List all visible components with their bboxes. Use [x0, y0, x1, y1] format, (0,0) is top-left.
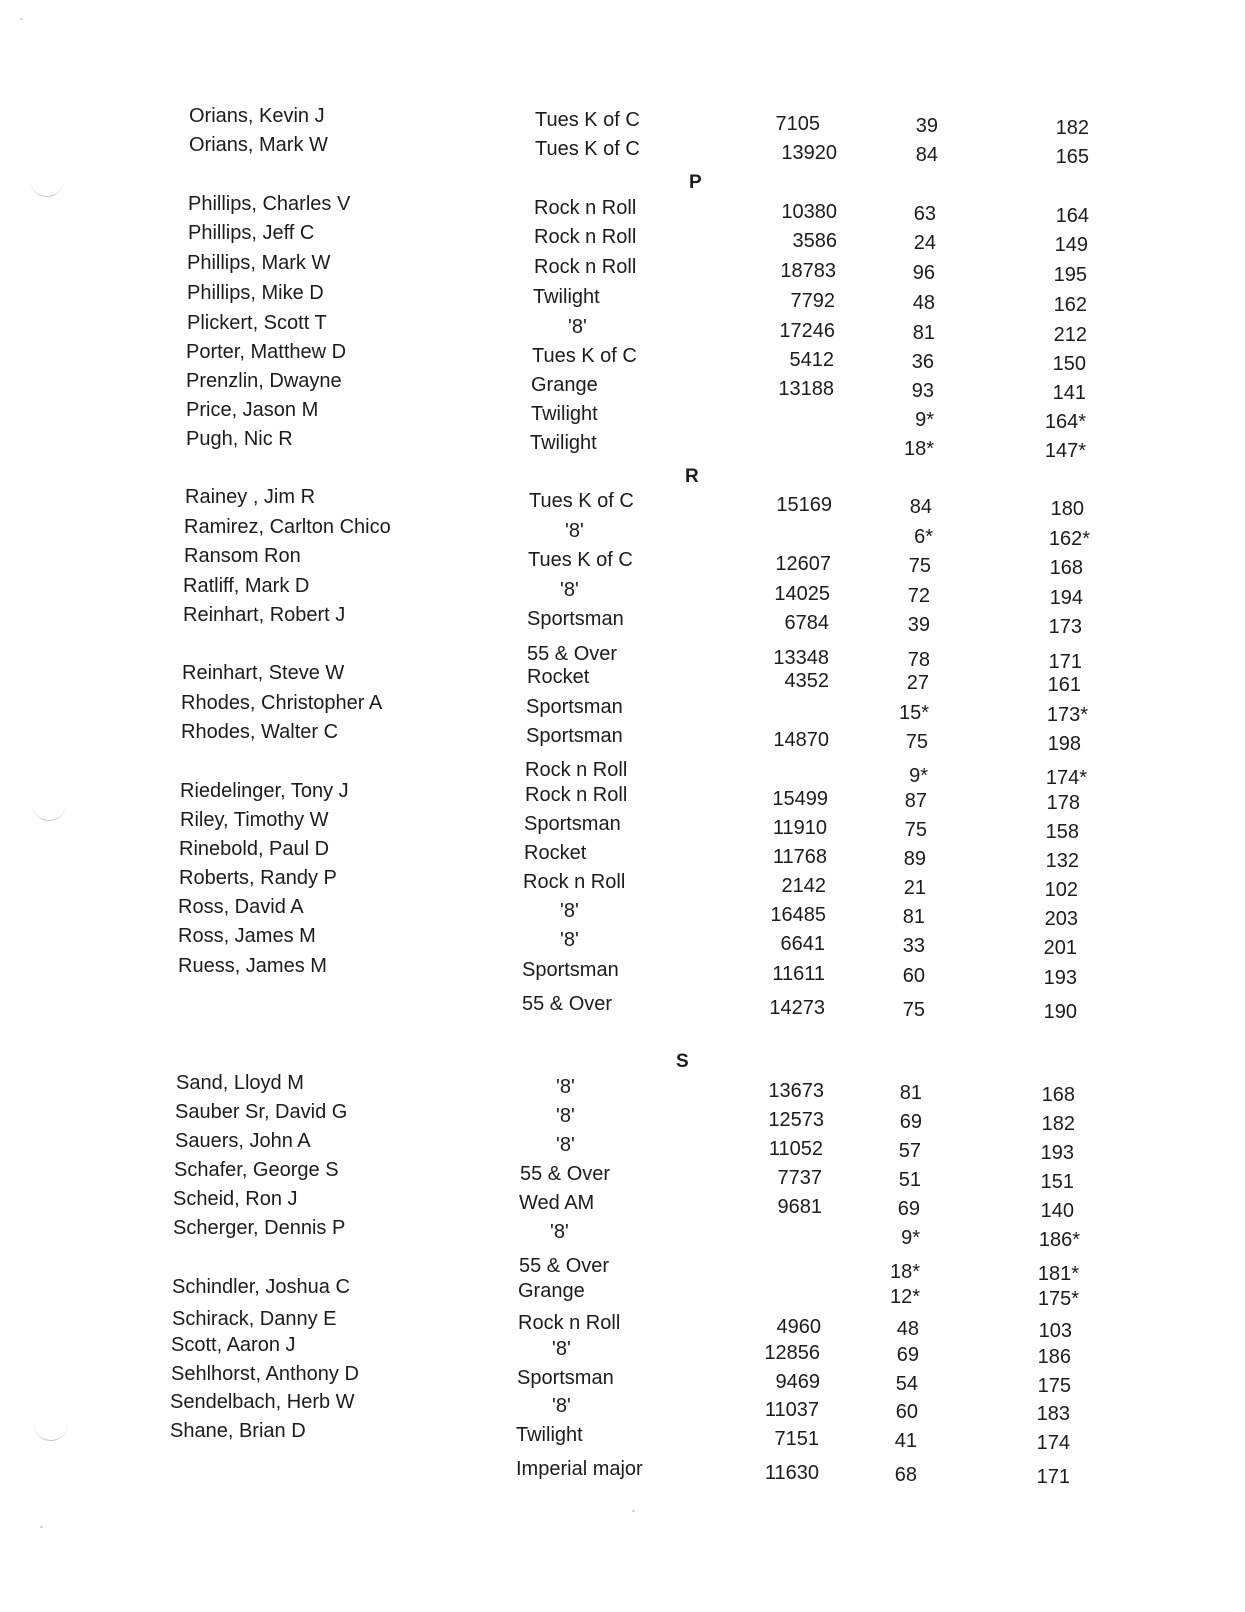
bowler-name: Ransom Ron	[184, 545, 301, 567]
games-count: 69	[899, 1111, 922, 1133]
total-pins: 17246	[779, 320, 835, 342]
bowler-name: Price, Jason M	[186, 399, 319, 421]
average: 193	[1043, 967, 1077, 989]
total-pins: 15169	[776, 494, 832, 516]
games-count: 9*	[915, 409, 934, 431]
average: 164*	[1044, 411, 1086, 433]
bowler-name: Pugh, Nic R	[186, 428, 293, 450]
league-name: Tues K of C	[532, 345, 637, 367]
games-count: 54	[895, 1373, 918, 1395]
bowler-name: Phillips, Mike D	[187, 282, 324, 304]
games-count: 9*	[909, 765, 928, 787]
average: 171	[1048, 651, 1082, 673]
average: 174*	[1045, 767, 1087, 789]
average: 186*	[1038, 1229, 1080, 1251]
league-name: Rock n Roll	[534, 226, 637, 248]
league-name: '8'	[556, 1076, 575, 1098]
league-name: Twilight	[533, 286, 600, 308]
games-count: 93	[911, 380, 934, 402]
average: 173	[1048, 616, 1082, 638]
games-count: 89	[903, 848, 926, 870]
average: 181*	[1037, 1263, 1079, 1285]
games-count: 18*	[903, 438, 934, 460]
games-count: 75	[905, 731, 928, 753]
total-pins: 7792	[790, 290, 835, 312]
scan-speck	[20, 18, 23, 20]
league-name: '8'	[556, 1134, 575, 1156]
total-pins: 4960	[776, 1316, 821, 1338]
bowler-name: Ruess, James M	[178, 955, 327, 977]
average: 180	[1050, 498, 1084, 520]
average: 165	[1055, 146, 1089, 168]
average: 168	[1041, 1084, 1075, 1106]
games-count: 87	[904, 790, 927, 812]
league-name: '8'	[552, 1338, 571, 1360]
average: 162	[1053, 294, 1087, 316]
bowler-name: Riedelinger, Tony J	[180, 780, 349, 802]
total-pins: 18783	[780, 260, 836, 282]
games-count: 96	[912, 262, 935, 284]
games-count: 57	[898, 1140, 921, 1162]
average: 190	[1043, 1001, 1077, 1023]
games-count: 48	[896, 1318, 919, 1340]
league-name: Rock n Roll	[534, 197, 637, 219]
league-name: Wed AM	[519, 1192, 595, 1214]
average: 158	[1045, 821, 1079, 843]
average: 161	[1047, 674, 1081, 696]
total-pins: 9469	[775, 1371, 820, 1393]
average: 182	[1055, 117, 1089, 139]
games-count: 81	[902, 906, 925, 928]
league-name: Tues K of C	[535, 109, 640, 131]
games-count: 33	[902, 935, 925, 957]
league-name: '8'	[565, 520, 584, 542]
bowler-name: Ramirez, Carlton Chico	[184, 516, 391, 538]
league-name: Twilight	[530, 432, 597, 454]
league-name: 55 & Over	[527, 643, 618, 665]
total-pins: 16485	[770, 904, 826, 926]
total-pins: 10380	[781, 201, 837, 223]
games-count: 75	[904, 819, 927, 841]
games-count: 75	[902, 999, 925, 1021]
total-pins: 7105	[775, 113, 820, 135]
bowler-name: Ross, David A	[178, 896, 304, 918]
league-name: Sportsman	[524, 813, 621, 835]
bowler-name: Rhodes, Christopher A	[181, 692, 383, 714]
league-name: '8'	[556, 1105, 575, 1127]
total-pins: 15499	[772, 788, 828, 810]
games-count: 21	[903, 877, 926, 899]
league-name: '8'	[560, 579, 579, 601]
games-count: 12*	[889, 1286, 920, 1308]
average: 195	[1053, 264, 1087, 286]
bowler-name: Riley, Timothy W	[180, 809, 329, 831]
bowler-name: Porter, Matthew D	[186, 341, 347, 363]
bowler-name: Sauber Sr, David G	[175, 1101, 348, 1123]
average: 182	[1041, 1113, 1075, 1135]
league-name: Twilight	[531, 403, 598, 425]
average: 103	[1038, 1320, 1072, 1342]
league-name: 55 & Over	[520, 1163, 611, 1185]
total-pins: 13348	[773, 647, 829, 669]
games-count: 84	[915, 144, 938, 166]
bowler-name: Scherger, Dennis P	[173, 1217, 346, 1239]
section-letter: P	[689, 172, 702, 193]
league-name: Tues K of C	[529, 490, 634, 512]
section-letter: S	[676, 1051, 689, 1072]
bowler-name: Rainey , Jim R	[185, 486, 316, 508]
bowler-name: Phillips, Mark W	[187, 252, 331, 274]
bowler-name: Sand, Lloyd M	[176, 1072, 304, 1094]
average: 175	[1037, 1375, 1071, 1397]
average: 162*	[1048, 528, 1090, 550]
games-count: 78	[907, 649, 930, 671]
total-pins: 13920	[781, 142, 837, 164]
bowler-name: Sauers, John A	[175, 1130, 311, 1152]
bowler-name: Scheid, Ron J	[173, 1188, 298, 1210]
games-count: 39	[915, 115, 938, 137]
average: 183	[1036, 1403, 1070, 1425]
games-count: 24	[913, 232, 936, 254]
average: 150	[1052, 353, 1086, 375]
league-name: Sportsman	[527, 608, 624, 630]
bowler-name: Sehlhorst, Anthony D	[171, 1363, 359, 1385]
league-name: Rock n Roll	[518, 1312, 621, 1334]
total-pins: 9681	[777, 1196, 822, 1218]
average: 149	[1054, 234, 1088, 256]
average: 164	[1055, 205, 1089, 227]
total-pins: 11052	[768, 1138, 823, 1160]
total-pins: 11910	[772, 817, 827, 839]
bowler-name: Plickert, Scott T	[187, 312, 327, 334]
games-count: 84	[909, 496, 932, 518]
league-name: 55 & Over	[522, 993, 613, 1015]
league-name: '8'	[552, 1395, 571, 1417]
punch-hole-bottom	[34, 1420, 68, 1441]
average: 174	[1036, 1432, 1070, 1454]
total-pins: 12856	[764, 1342, 820, 1364]
games-count: 27	[906, 672, 929, 694]
bowler-name: Sendelbach, Herb W	[170, 1391, 355, 1413]
bowler-name: Phillips, Jeff C	[188, 222, 315, 244]
bowler-name: Orians, Mark W	[189, 134, 328, 156]
bowler-name: Shane, Brian D	[170, 1420, 306, 1442]
total-pins: 14273	[769, 997, 825, 1019]
league-name: Twilight	[516, 1424, 583, 1446]
games-count: 60	[895, 1401, 918, 1423]
average: 193	[1040, 1142, 1074, 1164]
total-pins: 11611	[772, 963, 825, 985]
league-name: '8'	[550, 1221, 569, 1243]
league-name: Tues K of C	[535, 138, 640, 160]
games-count: 39	[907, 614, 930, 636]
average: 168	[1049, 557, 1083, 579]
punch-hole-middle	[32, 800, 66, 821]
total-pins: 13673	[768, 1080, 824, 1102]
league-name: '8'	[568, 316, 587, 338]
league-name: Sportsman	[517, 1367, 614, 1389]
average: 203	[1044, 908, 1078, 930]
league-name: Sportsman	[526, 725, 623, 747]
average: 212	[1053, 324, 1087, 346]
league-name: Rock n Roll	[525, 784, 628, 806]
bowler-name: Ross, James M	[178, 925, 316, 947]
league-name: 55 & Over	[519, 1255, 610, 1277]
bowler-name: Orians, Kevin J	[189, 105, 325, 127]
bowler-name: Scott, Aaron J	[171, 1334, 296, 1356]
league-name: Sportsman	[526, 696, 623, 718]
games-count: 51	[898, 1169, 921, 1191]
games-count: 48	[912, 292, 935, 314]
games-count: 6*	[914, 526, 933, 548]
games-count: 18*	[889, 1261, 920, 1283]
average: 132	[1045, 850, 1079, 872]
bowler-name: Schirack, Danny E	[172, 1308, 337, 1330]
league-name: Grange	[531, 374, 598, 396]
games-count: 81	[912, 322, 935, 344]
average: 186	[1037, 1346, 1071, 1368]
average: 194	[1049, 587, 1083, 609]
bowler-name: Reinhart, Robert J	[183, 604, 346, 626]
bowler-name: Schafer, George S	[174, 1159, 339, 1181]
average: 178	[1046, 792, 1080, 814]
bowler-name: Schindler, Joshua C	[172, 1276, 350, 1298]
games-count: 15*	[898, 702, 929, 724]
games-count: 68	[894, 1464, 917, 1486]
games-count: 60	[902, 965, 925, 987]
league-name: Rocket	[527, 666, 590, 688]
total-pins: 4352	[784, 670, 829, 692]
games-count: 41	[894, 1430, 917, 1452]
average: 141	[1052, 382, 1086, 404]
total-pins: 11630	[764, 1462, 819, 1484]
total-pins: 6784	[784, 612, 829, 634]
average: 140	[1040, 1200, 1074, 1222]
league-name: Sportsman	[522, 959, 619, 981]
total-pins: 7737	[777, 1167, 822, 1189]
punch-hole-top	[30, 176, 64, 197]
league-name: Rock n Roll	[523, 871, 626, 893]
average: 198	[1047, 733, 1081, 755]
total-pins: 2142	[781, 875, 826, 897]
games-count: 69	[897, 1198, 920, 1220]
total-pins: 7151	[774, 1428, 819, 1450]
bowler-name: Reinhart, Steve W	[182, 662, 345, 684]
section-letter: R	[685, 466, 699, 487]
total-pins: 3586	[792, 230, 837, 252]
average: 201	[1043, 937, 1077, 959]
games-count: 72	[907, 585, 930, 607]
games-count: 75	[908, 555, 931, 577]
total-pins: 12607	[775, 553, 831, 575]
average: 102	[1044, 879, 1078, 901]
bowler-name: Rinebold, Paul D	[179, 838, 330, 860]
league-name: Imperial major	[516, 1458, 643, 1480]
total-pins: 6641	[780, 933, 825, 955]
total-pins: 5412	[789, 349, 834, 371]
total-pins: 11037	[764, 1399, 819, 1421]
bowler-name: Prenzlin, Dwayne	[186, 370, 342, 392]
games-count: 81	[899, 1082, 922, 1104]
league-name: Rock n Roll	[525, 759, 628, 781]
total-pins: 14025	[774, 583, 830, 605]
league-name: Rock n Roll	[534, 256, 637, 278]
average: 173*	[1046, 704, 1088, 726]
league-name: Tues K of C	[528, 549, 633, 571]
average: 151	[1040, 1171, 1074, 1193]
scan-speck	[632, 1510, 635, 1512]
total-pins: 11768	[772, 846, 827, 868]
average: 147*	[1044, 440, 1086, 462]
bowler-name: Phillips, Charles V	[188, 193, 351, 215]
bowler-name: Rhodes, Walter C	[181, 721, 339, 743]
league-name: '8'	[560, 900, 579, 922]
average: 171	[1036, 1466, 1070, 1488]
total-pins: 13188	[778, 378, 834, 400]
league-name: Grange	[518, 1280, 585, 1302]
games-count: 69	[896, 1344, 919, 1366]
total-pins: 14870	[773, 729, 829, 751]
total-pins: 12573	[768, 1109, 824, 1131]
bowler-name: Ratliff, Mark D	[183, 575, 310, 597]
games-count: 9*	[901, 1227, 920, 1249]
average: 175*	[1037, 1288, 1079, 1310]
games-count: 63	[913, 203, 936, 225]
scan-speck	[40, 1526, 43, 1528]
games-count: 36	[911, 351, 934, 373]
league-name: Rocket	[524, 842, 587, 864]
league-name: '8'	[560, 929, 579, 951]
bowler-name: Roberts, Randy P	[179, 867, 337, 889]
